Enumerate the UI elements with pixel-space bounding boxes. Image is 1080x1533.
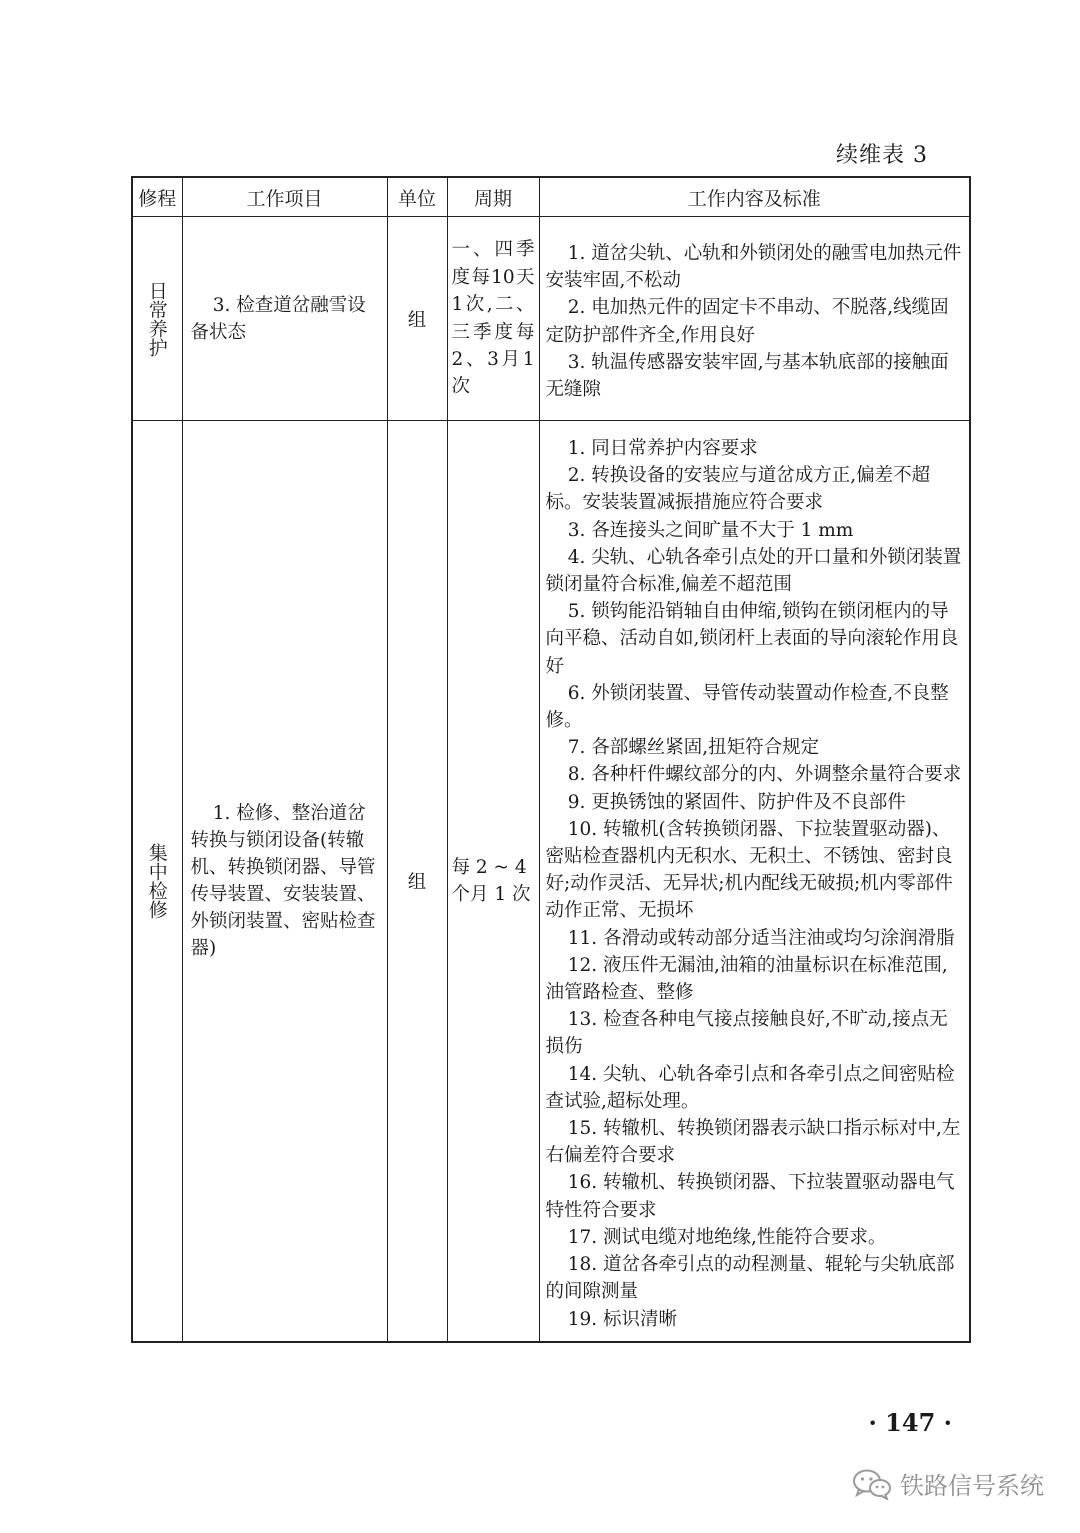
watermark-text: 铁路信号系统 <box>900 1472 1044 1500</box>
content-line: 3. 各连接头之间旷量不大于 1 mm <box>567 519 854 541</box>
item-cell <box>182 217 387 421</box>
content-line: 7. 各部螺丝紧固,扭矩符合规定 <box>567 737 820 759</box>
header-item: 工作项目 <box>182 177 387 217</box>
watermark <box>852 1466 1044 1501</box>
table-header-row <box>132 177 970 217</box>
content-line: 12. 液压件无漏油,油箱的油量标识在标准范围,油管路检查、整修 <box>545 954 948 1004</box>
item-cell <box>182 421 387 1342</box>
cycle-cell <box>447 217 539 421</box>
content-line: 18. 道岔各牵引点的动程测量、辊轮与尖轨底部的间隙测量 <box>545 1254 955 1303</box>
content-line: 3. 轨温传感器安装牢固,与基本轨底部的接触面无缝隙 <box>545 351 949 400</box>
header-repair: 修程 <box>132 177 182 217</box>
content-line: 17. 测试电缆对地绝缘,性能符合要求。 <box>567 1226 887 1248</box>
wechat-icon <box>852 1468 892 1500</box>
table-row <box>132 421 970 1342</box>
unit-cell: 组 <box>387 217 447 421</box>
item-text: 1. 检修、整治道岔转换与锁闭设备(转辙机、转换锁闭器、导管传导装置、安装装置、外锁闭装置、密贴检查器) <box>190 802 376 959</box>
header-content: 工作内容及标准 <box>539 177 970 217</box>
content-line: 1. 同日常养护内容要求 <box>567 438 758 459</box>
maintenance-table <box>131 176 971 1343</box>
repair-cell <box>132 217 182 421</box>
content-line: 2. 电加热元件的固定卡不串动、不脱落,线缆固定防护部件齐全,作用良好 <box>545 297 949 346</box>
table-row <box>132 217 970 421</box>
content-cell <box>539 217 970 421</box>
content-line: 13. 检查各种电气接点接触良好,不旷动,接点无损伤 <box>545 1009 948 1058</box>
page-number: · 147 · <box>868 1408 952 1437</box>
content-list <box>540 421 970 1341</box>
content-line: 1. 道岔尖轨、心轨和外锁闭处的融雪电加热元件安装牢固,不松动 <box>545 242 962 292</box>
content-line: 14. 尖轨、心轨各牵引点和各牵引点之间密贴检查试验,超标处理。 <box>545 1063 955 1112</box>
content-line: 15. 转辙机、转换锁闭器表示缺口指示标对中,左右偏差符合要求 <box>545 1118 961 1167</box>
content-line: 4. 尖轨、心轨各牵引点处的开口量和外锁闭装置锁闭量符合标准,偏差不超范围 <box>545 546 962 596</box>
repair-label: 日常养护 <box>145 280 168 357</box>
repair-label: 集中检修 <box>145 842 168 919</box>
content-line: 16. 转辙机、转换锁闭器、下拉装置驱动器电气特性符合要求 <box>545 1172 955 1221</box>
content-line: 5. 锁钩能沿销轴自由伸缩,锁钩在锁闭框内的导向平稳、活动自如,锁闭杆上表面的导向滚轮作用良好 <box>545 601 959 677</box>
cycle-text: 一、四季度每10天1次,二、三季度每2、3月1次 <box>451 239 535 398</box>
cycle-text: 每 2 ~ 4 个月 1 次 <box>451 856 531 905</box>
content-line: 2. 转换设备的安装应与道岔成方正,偏差不超标。安装装置减振措施应符合要求 <box>545 465 931 514</box>
repair-cell <box>132 421 182 1342</box>
content-list <box>540 226 970 411</box>
content-line: 9. 更换锈蚀的紧固件、防护件及不良部件 <box>567 791 906 813</box>
unit-cell: 组 <box>387 421 447 1342</box>
header-unit: 单位 <box>387 177 447 217</box>
content-cell <box>539 421 970 1342</box>
content-line: 10. 转辙机(含转换锁闭器、下拉装置驱动器)、密贴检查器机内无积水、无积土、不锈蚀、密封良好;动作灵活、无异状;机内配线无破损;机内零部件动作正常、无损坏 <box>545 818 953 922</box>
cycle-cell <box>447 421 539 1342</box>
item-text: 3. 检查道岔融雪设备状态 <box>190 294 366 343</box>
content-line: 6. 外锁闭装置、导管传动装置动作检查,不良整修。 <box>545 682 949 732</box>
table-caption: 续维表 3 <box>836 143 928 168</box>
header-cycle: 周期 <box>447 177 539 217</box>
content-line: 19. 标识清晰 <box>567 1308 677 1330</box>
content-line: 8. 各种杆件螺纹部分的内、外调整余量符合要求 <box>567 764 962 786</box>
content-line: 11. 各滑动或转动部分适当注油或均匀涂润滑脂 <box>567 927 955 949</box>
